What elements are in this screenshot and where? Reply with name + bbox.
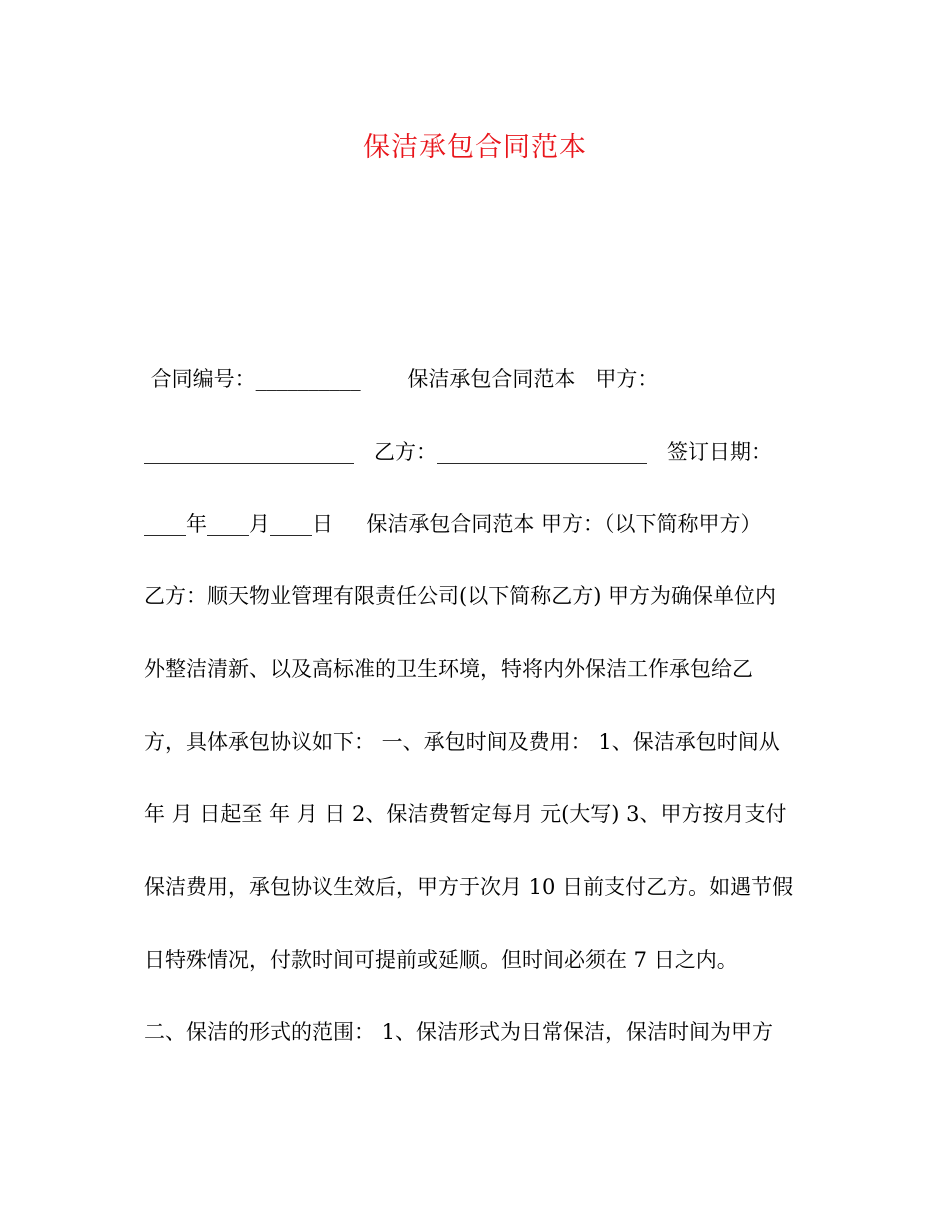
body-line-purpose: 外整洁清新、以及高标准的卫生环境，特将内外保洁工作承包给乙 — [144, 657, 753, 681]
body-line-parties-date: ____________________ 乙方：____________________ 签订日期： — [144, 440, 773, 464]
body-line-payment-timing: 日特殊情况，付款时间可提前或延顺。但时间必须在 7 日之内。 — [144, 948, 738, 972]
body-line-date-party-a: ____年____月____日 保洁承包合同范本 甲方：（以下简称甲方） — [144, 512, 762, 536]
body-line-section-one: 方，具体承包协议如下： 一、承包时间及费用： 1、保洁承包时间从 — [144, 730, 780, 754]
body-line-section-two: 二、保洁的形式的范围： 1、保洁形式为日常保洁，保洁时间为甲方 — [144, 1020, 774, 1044]
body-line-contract-number: 合同编号：__________ 保洁承包合同范本 甲方： — [144, 367, 659, 391]
body-line-term-and-fee: 年 月 日起至 年 月 日 2、保洁费暂定每月 元(大写) 3、甲方按月支付 — [144, 802, 787, 826]
body-line-party-b: 乙方：顺天物业管理有限责任公司(以下简称乙方) 甲方为确保单位内 — [144, 584, 777, 608]
document-title: 保洁承包合同范本 — [363, 132, 587, 163]
body-line-payment: 保洁费用，承包协议生效后，甲方于次月 10 日前支付乙方。如遇节假 — [144, 875, 794, 899]
